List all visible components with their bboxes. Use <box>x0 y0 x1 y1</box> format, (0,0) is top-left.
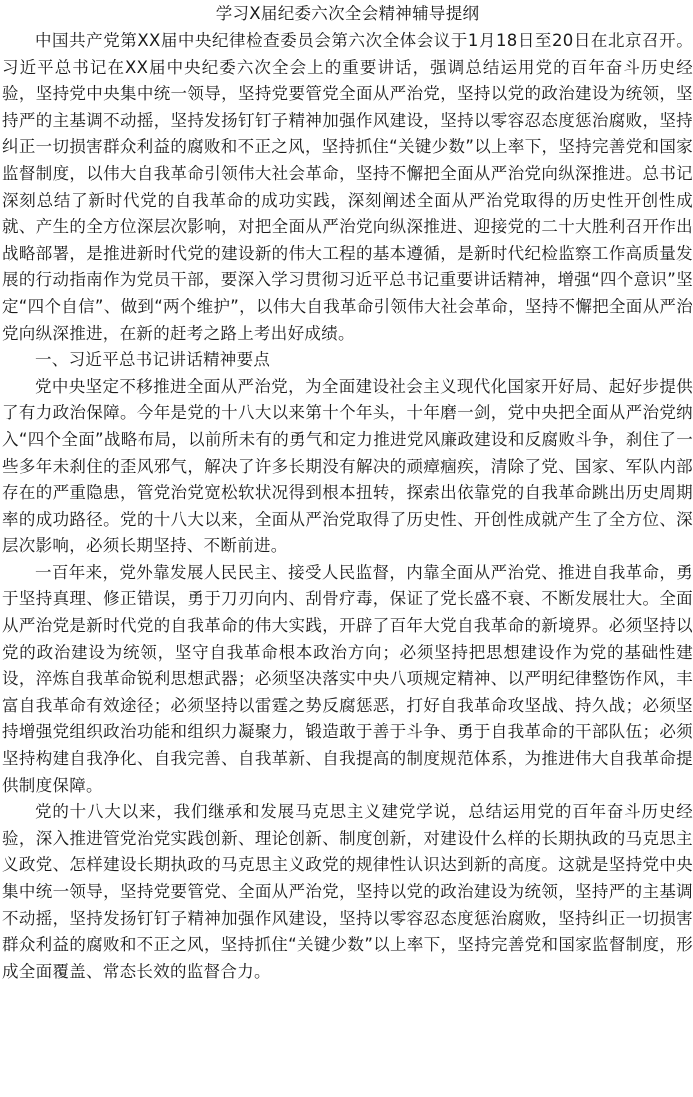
body-paragraph-3: 党的十八大以来，我们继承和发展马克思主义建党学说，总结运用党的百年奋斗历史经验，深入推进管党治党实践创新、理论创新、制度创新，对建设什么样的长期执政的马克思主义政党、怎样建设长期执政的马克思主义政党的规律性认识达到新的高度。这就是坚持党中央集中统一领导，坚持党要管党、全面从严治党，坚持以党的政治建设为统领，坚持严的主基调不动摇，坚持发扬钉钉子精神加强作风建设，坚持以零容忍态度惩治腐败，坚持纠正一切损害群众利益的腐败和不正之风，坚持抓住“关键少数”以上率下，坚持完善党和国家监督制度，形成全面覆盖、常态长效的监督合力。 <box>2 802 693 981</box>
section-heading: 一、习近平总书记讲话精神要点 <box>35 350 271 370</box>
body-paragraph-2: 一百年来，党外靠发展人民民主、接受人民监督，内靠全面从严治党、推进自我革命，勇于坚持真理、修正错误，勇于刀刃向内、刮骨疗毒，保证了党长盛不衰、不断发展壮大。全面从严治党是新时代党的自我革命的伟大实践，开辟了百年大党自我革命的新境界。必须坚持以党的政治建设为统领，坚守自我革命根本政治方向；必须坚持把思想建设作为党的基础性建设，淬炼自我革命锐利思想武器；必须坚决落实中央八项规定精神、以严明纪律整饬作风，丰富自我革命有效途径；必须坚持以雷霆之势反腐惩恶，打好自我革命攻坚战、持久战；必须坚持增强党组织政治功能和组织力凝聚力，锻造敢于善于斗争、勇于自我革命的干部队伍；必须坚持构建自我净化、自我完善、自我革新、自我提高的制度规范体系，为推进伟大自我革命提供制度保障。 <box>2 562 693 795</box>
body-paragraph-1: 党中央坚定不移推进全面从严治党，为全面建设社会主义现代化国家开好局、起好步提供了有力政治保障。今年是党的十八大以来第十个年头，十年磨一剑，党中央把全面从严治党纳入“四个全面”战略布局，以前所未有的勇气和定力推进党风廉政建设和反腐败斗争，刹住了一些多年未刹住的歪风邪气，解决了许多长期没有解决的顽瘴痼疾，清除了党、国家、军队内部存在的严重隐患，管党治党宽松软状况得到根本扭转，探索出依靠党的自我革命跳出历史周期率的成功路径。党的十八大以来，全面从严治党取得了历史性、开创性成就产生了全方位、深层次影响，必须长期坚持、不断前进。 <box>2 376 693 556</box>
intro-paragraph: 中国共产党第XX届中央纪律检查委员会第六次全体会议于1月18日至20日在北京召开。习近平总书记在XX届中央纪委六次全会上的重要讲话，强调总结运用党的百年奋斗历史经验，坚持党中央集中统一领导，坚持党要管党全面从严治党，坚持以党的政治建设为统领，坚持严的主基调不动摇，坚持发扬钉钉子精神加强作风建设，坚持以零容忍态度惩治腐败，坚持纠正一切损害群众利益的腐败和不正之风，坚持抓住“关键少数”以上率下，坚持完善党和国家监督制度，以伟大自我革命引领伟大社会革命，坚持不懈把全面从严治党向纵深推进。总书记深刻总结了新时代党的自我革命的成功实践，深刻阐述全面从严治党取得的历史性开创性成就、产生的全方位深层次影响，对把全面从严治党向纵深推进、迎接党的二十大胜利召开作出战略部署，是推进新时代党的建设新的伟大工程的基本遵循，是新时代纪检监察工作高质量发展的行动指南作为党员干部，要深入学习贯彻习近平总书记重要讲话精神，增强“四个意识”坚定“四个自信”、做到“两个维护”，以伟大自我革命引领伟大社会革命，坚持不懈把全面从严治党向纵深推进，在新的赶考之路上考出好成绩。 <box>2 31 693 343</box>
document-title: 学习X届纪委六次全会精神辅导提纲 <box>215 4 480 23</box>
